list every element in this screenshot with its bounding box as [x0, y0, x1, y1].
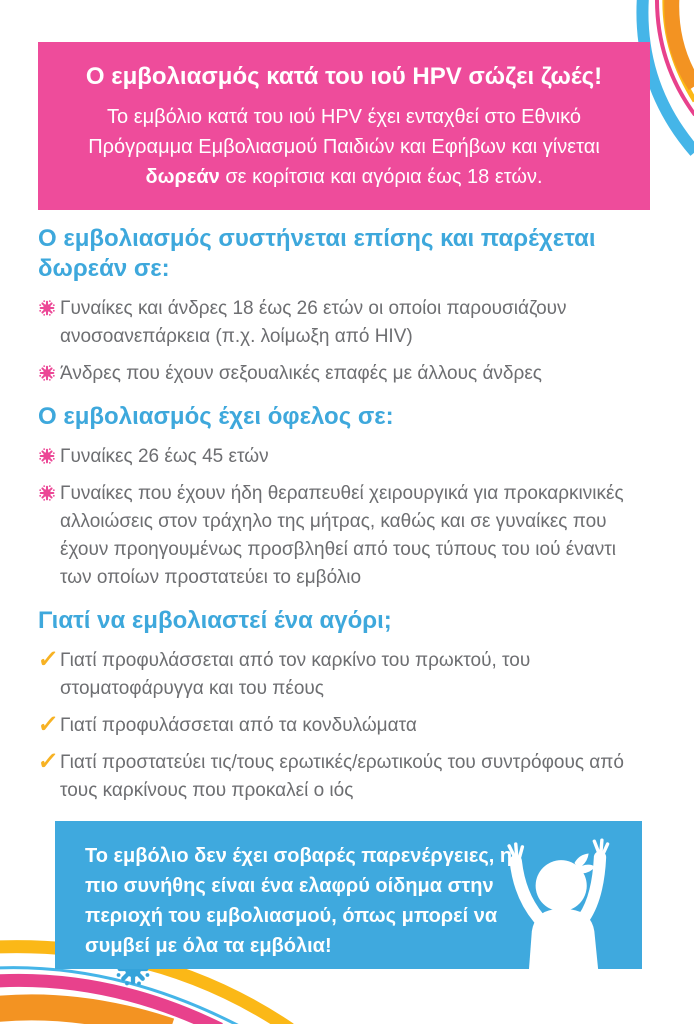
bullet-text: Γιατί προστατεύει τις/τους ερωτικές/ερωτικούς του συντρόφους από τους καρκίνους που προκαλεί ο ιός: [60, 752, 624, 801]
list-item: [38, 647, 650, 703]
bullet-text: Γιατί προφυλάσσεται από τον καρκίνο του πρωκτού, του στοματοφάρυγγα και του πέους: [60, 650, 531, 699]
hero-title: Ο εμβολιασμός κατά του ιού HPV σώζει ζωές!: [85, 63, 603, 90]
hero-body: [78, 102, 610, 192]
check-icon: ✓: [36, 646, 60, 673]
flyer-content: [38, 42, 650, 969]
list-item: [38, 360, 650, 388]
info-text: Το εμβόλιο δεν έχει σοβαρές παρενέργειες, η πιο συνήθης είναι ένα ελαφρύ οίδημα στην περιοχή του εμβολιασμού, όπως μπορεί να συμβεί με όλα τα εμβόλια!: [85, 845, 513, 957]
virus-bullet-icon: [38, 484, 60, 502]
check-icon: ✓: [36, 748, 60, 775]
bullet-text: Γυναίκες που έχουν ήδη θεραπευθεί χειρουργικά για προκαρκινικές αλλοιώσεις στον τράχηλο της μήτρας, καθώς και σε γυναίκες που έχουν προηγουμένως προσβληθεί από τους τύπους του ιού έναντι των οποίων προστατεύει το εμβόλιο: [60, 483, 624, 588]
bullet-list-benefit: [38, 443, 650, 592]
virus-bullet-icon: [38, 299, 60, 317]
hero-banner: [38, 42, 650, 210]
section-heading-recommended: Ο εμβολιασμός συστήνεται επίσης και παρέχεται δωρεάν σε:: [38, 225, 596, 282]
bullet-list-recommended: [38, 295, 650, 388]
virus-bullet-icon: [38, 447, 60, 465]
section-heading-benefit: Ο εμβολιασμός έχει όφελος σε:: [38, 403, 394, 430]
hero-body-text-after: σε κορίτσια και αγόρια έως 18 ετών.: [219, 166, 543, 188]
list-item: [38, 749, 650, 805]
bullet-text: Γυναίκες 26 έως 45 ετών: [60, 446, 269, 467]
section-heading-why-boys: Γιατί να εμβολιαστεί ένα αγόρι;: [38, 607, 392, 634]
list-item: [38, 443, 650, 471]
bullet-text: Άνδρες που έχουν σεξουαλικές επαφές με άλλους άνδρες: [60, 363, 542, 384]
boy-raised-arms-silhouette-icon: [497, 827, 632, 969]
list-item: [38, 480, 650, 592]
bullet-text: Γιατί προφυλάσσεται από τα κονδυλώματα: [60, 715, 417, 736]
hero-body-text: Το εμβόλιο κατά του ιού HPV έχει ενταχθεί στο Εθνικό Πρόγραμμα Εμβολιασμού Παιδιών και Εφήβων και γίνεται: [88, 106, 600, 158]
list-item: [38, 295, 650, 351]
list-item: [38, 712, 650, 740]
hero-body-bold-word: δωρεάν: [145, 166, 220, 188]
bullet-list-why-boys: [38, 647, 650, 805]
virus-bullet-icon: [38, 364, 60, 382]
bullet-text: Γυναίκες και άνδρες 18 έως 26 ετών οι οποίοι παρουσιάζουν ανοσοανεπάρκεια (π.χ. λοίμωξη από HIV): [60, 298, 567, 347]
check-icon: ✓: [36, 711, 60, 738]
info-box: [55, 821, 642, 969]
